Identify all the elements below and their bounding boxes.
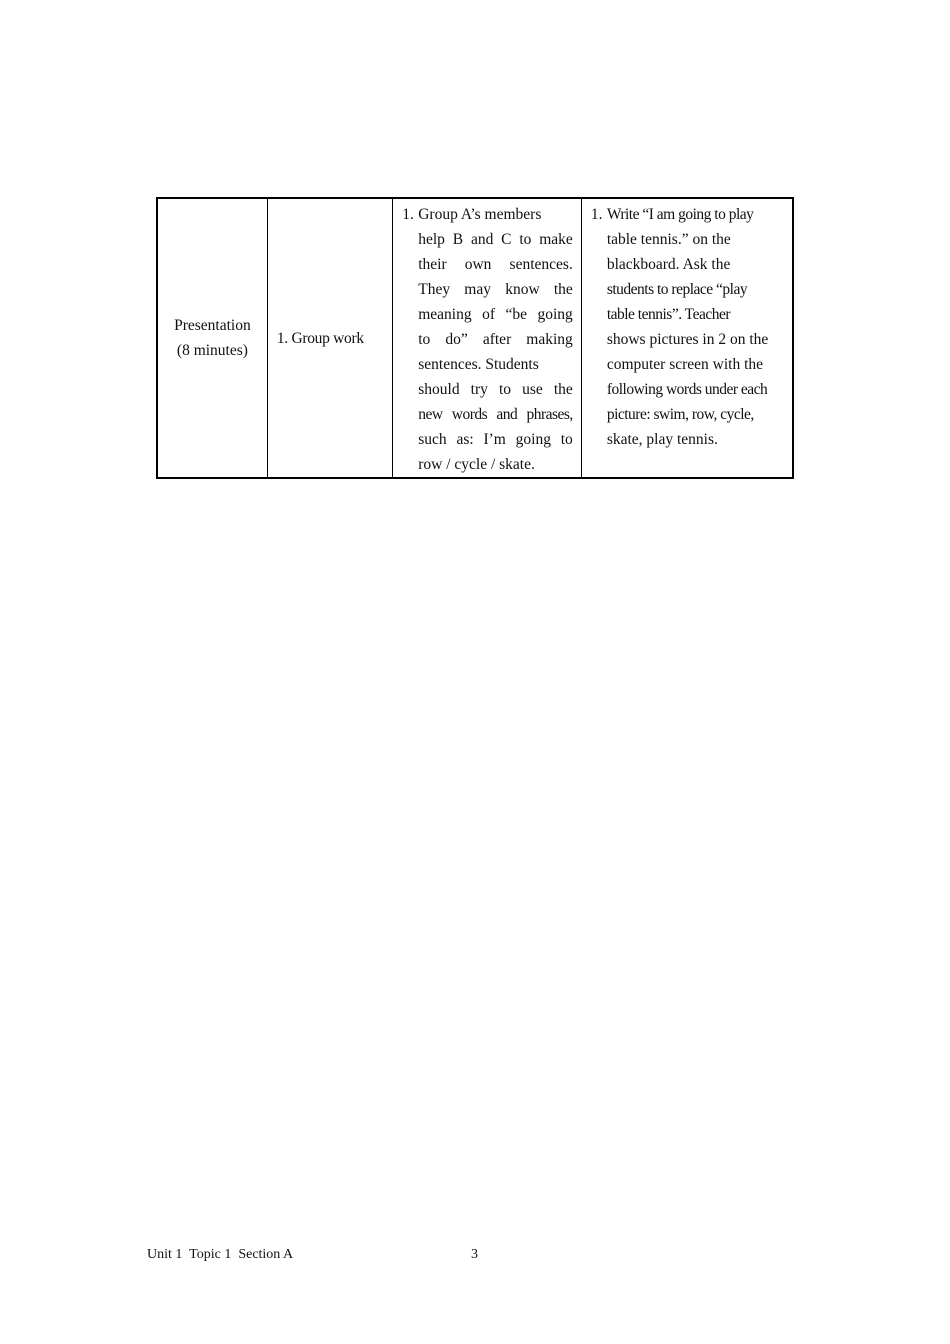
text-line: following words under each: [606, 381, 768, 398]
text-line: Write “I am going to play: [606, 206, 754, 223]
stage-name: Presentation: [174, 317, 251, 334]
text-line: students to replace “play: [606, 281, 748, 298]
text-line: picture: swim, row, cycle,: [606, 406, 754, 423]
table-row: [157, 198, 793, 478]
text-line: skate, play tennis.: [606, 431, 718, 448]
teacher-activity-item: [582, 202, 792, 452]
text-line: shows pictures in 2 on the: [606, 331, 769, 348]
item-number: 1.: [402, 206, 418, 223]
teacher-activity-cell: [581, 198, 793, 478]
text-line: row / cycle / skate.: [418, 456, 535, 473]
text-line: help B and C to make: [418, 231, 573, 248]
text-line: new words and phrases,: [418, 406, 573, 423]
text-line: blackboard. Ask the: [606, 256, 731, 273]
student-activity-cell: [393, 198, 582, 478]
text-line: should try to use the: [418, 381, 573, 398]
teacher-activity-text: [607, 202, 792, 452]
item-number: 1.: [590, 206, 607, 223]
interaction-form-cell: 1. Group work: [267, 198, 392, 478]
footer-page-number: 3: [471, 1247, 478, 1262]
stage-duration: (8 minutes): [176, 342, 248, 359]
student-activity-text: [418, 202, 581, 477]
text-line: computer screen with the: [606, 356, 764, 373]
footer-section-label: Unit 1 Topic 1 Section A: [147, 1247, 294, 1262]
text-line: table tennis”. Teacher: [606, 306, 730, 323]
text-line: their own sentences.: [418, 256, 573, 273]
text-line: sentences. Students: [418, 356, 539, 373]
text-line: table tennis.” on the: [606, 231, 731, 248]
stage-cell: [157, 198, 267, 478]
text-line: such as: I’m going to: [418, 431, 573, 448]
text-line: meaning of “be going: [418, 306, 573, 323]
student-activity-item: [393, 202, 581, 477]
text-line: They may know the: [418, 281, 573, 298]
lesson-plan-table: [156, 197, 794, 479]
text-line: to do” after making: [418, 331, 573, 348]
text-line: Group A’s members: [418, 206, 542, 223]
